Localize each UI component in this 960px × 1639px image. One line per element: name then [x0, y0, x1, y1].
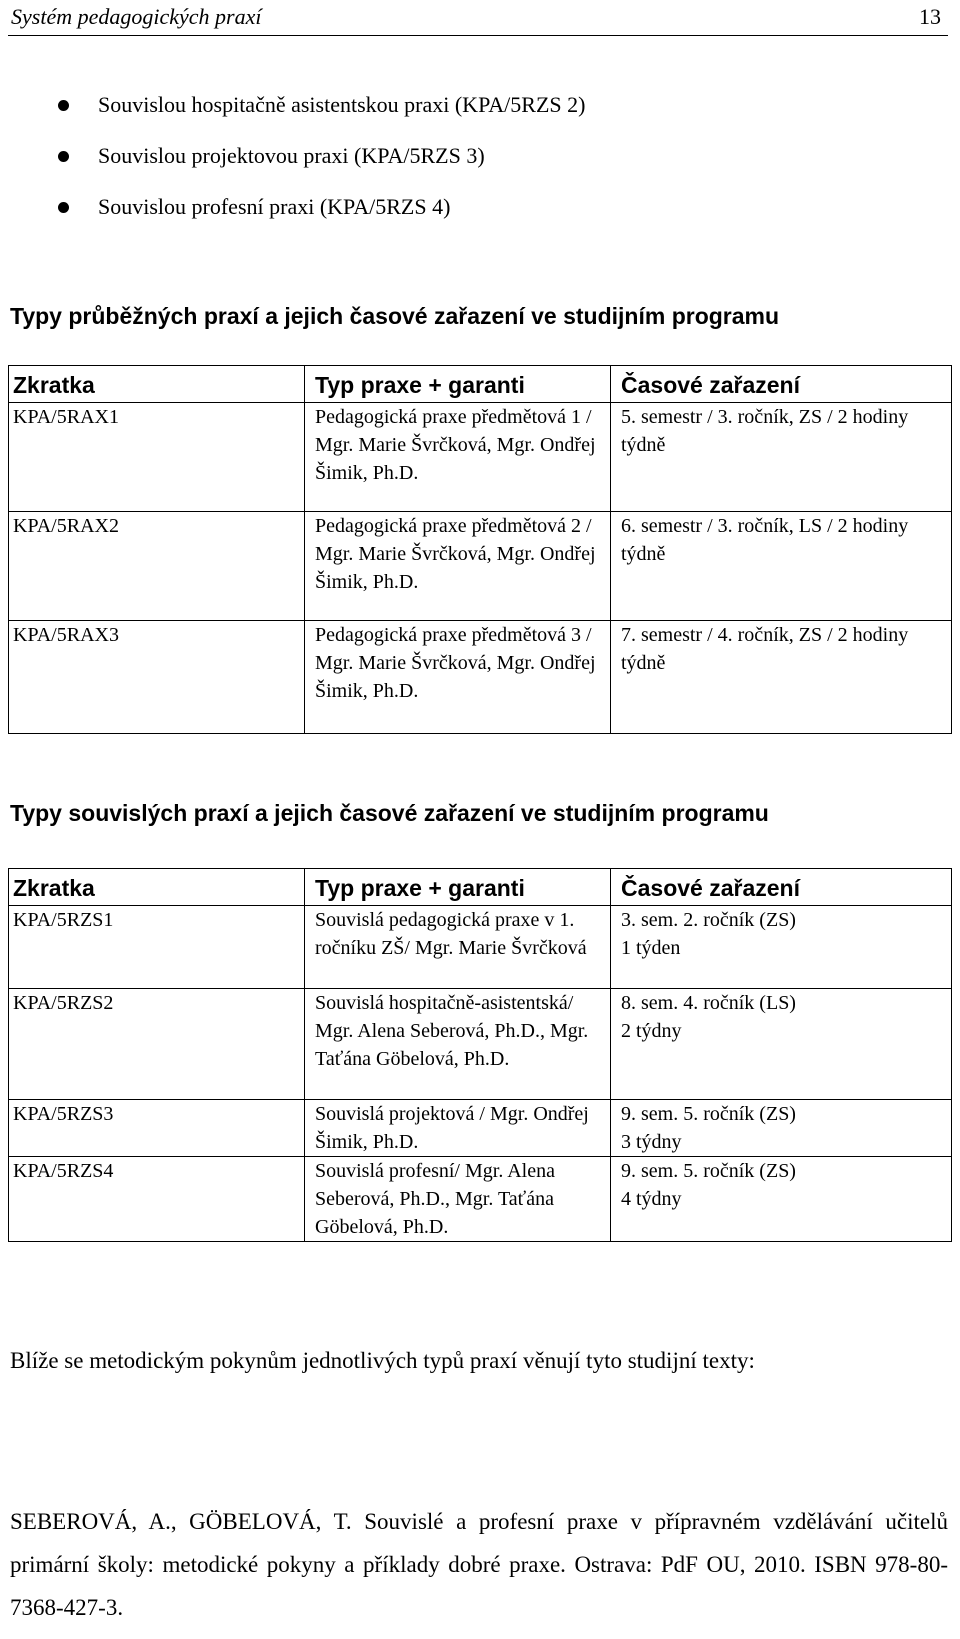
table-row — [9, 403, 952, 512]
table-row — [9, 621, 952, 734]
cell-code: KPA/5RAX3 — [9, 621, 305, 734]
section-heading-ongoing: Typy průběžných praxí a jejich časové zařazení ve studijním programu — [10, 303, 780, 329]
running-title: Systém pedagogických praxí — [11, 4, 262, 29]
reference-paragraph: SEBEROVÁ, A., GÖBELOVÁ, T. Souvislé a profesní praxe v přípravném vzdělávání učitelů primární školy: metodické pokyny a příklady dobré praxe. Ostrava: PdF OU, 2010. ISBN 978-80-7368-427-3. — [10, 1509, 948, 1620]
ongoing-practice-table — [8, 365, 952, 734]
cell-type: Souvislá projektová / Mgr. Ondřej Šimik, Ph.D. — [305, 1100, 611, 1157]
cell-type: Pedagogická praxe předmětová 1 / Mgr. Marie Švrčková, Mgr. Ondřej Šimik, Ph.D. — [305, 403, 611, 512]
table-row — [9, 512, 952, 621]
table-header-row — [9, 869, 952, 906]
cell-time: 3. sem. 2. ročník (ZS) 1 týden — [611, 906, 952, 989]
cell-time: 5. semestr / 3. ročník, ZS / 2 hodiny týdně — [611, 403, 952, 512]
section-heading-continuous: Typy souvislých praxí a jejich časové zařazení ve studijním programu — [10, 800, 769, 826]
cell-code: KPA/5RAX2 — [9, 512, 305, 621]
cell-code: KPA/5RZS3 — [9, 1100, 305, 1157]
bullet-icon — [58, 151, 69, 162]
column-header-type: Typ praxe + garanti — [305, 869, 611, 906]
cell-code: KPA/5RZS4 — [9, 1157, 305, 1242]
column-header-code: Zkratka — [9, 366, 305, 403]
cell-time: 7. semestr / 4. ročník, ZS / 2 hodiny týdně — [611, 621, 952, 734]
cell-code: KPA/5RZS1 — [9, 906, 305, 989]
table-row — [9, 906, 952, 989]
cell-time: 8. sem. 4. ročník (LS) 2 týdny — [611, 989, 952, 1100]
cell-type: Souvislá pedagogická praxe v 1. ročníku ZŠ/ Mgr. Marie Švrčková — [305, 906, 611, 989]
continuous-practice-table — [8, 868, 952, 1242]
cell-type: Souvislá hospitačně-asistentská/ Mgr. Alena Seberová, Ph.D., Mgr. Taťána Göbelová, Ph.D. — [305, 989, 611, 1100]
list-item: Souvislou projektovou praxi (KPA/5RZS 3) — [52, 139, 585, 190]
page-header — [8, 0, 948, 36]
cell-code: KPA/5RAX1 — [9, 403, 305, 512]
table-row — [9, 1157, 952, 1242]
intro-paragraph: Blíže se metodickým pokynům jednotlivých typů praxí věnují tyto studijní texty: — [10, 1348, 755, 1373]
cell-time: 9. sem. 5. ročník (ZS) 4 týdny — [611, 1157, 952, 1242]
table-row — [9, 989, 952, 1100]
column-header-type: Typ praxe + garanti — [305, 366, 611, 403]
list-item: Souvislou profesní praxi (KPA/5RZS 4) — [52, 190, 585, 241]
cell-type: Pedagogická praxe předmětová 2 / Mgr. Marie Švrčková, Mgr. Ondřej Šimik, Ph.D. — [305, 512, 611, 621]
table-row — [9, 1100, 952, 1157]
list-item: Souvislou hospitačně asistentskou praxi (KPA/5RZS 2) — [52, 88, 585, 139]
cell-time: 6. semestr / 3. ročník, LS / 2 hodiny týdně — [611, 512, 952, 621]
table-header-row — [9, 366, 952, 403]
bullet-icon — [58, 100, 69, 111]
cell-code: KPA/5RZS2 — [9, 989, 305, 1100]
bullet-icon — [58, 202, 69, 213]
cell-type: Souvislá profesní/ Mgr. Alena Seberová, Ph.D., Mgr. Taťána Göbelová, Ph.D. — [305, 1157, 611, 1242]
cell-time: 9. sem. 5. ročník (ZS) 3 týdny — [611, 1100, 952, 1157]
column-header-code: Zkratka — [9, 869, 305, 906]
page-number: 13 — [919, 4, 941, 29]
bullet-list — [52, 88, 585, 241]
column-header-time: Časové zařazení — [611, 366, 952, 403]
cell-type: Pedagogická praxe předmětová 3 / Mgr. Marie Švrčková, Mgr. Ondřej Šimik, Ph.D. — [305, 621, 611, 734]
column-header-time: Časové zařazení — [611, 869, 952, 906]
